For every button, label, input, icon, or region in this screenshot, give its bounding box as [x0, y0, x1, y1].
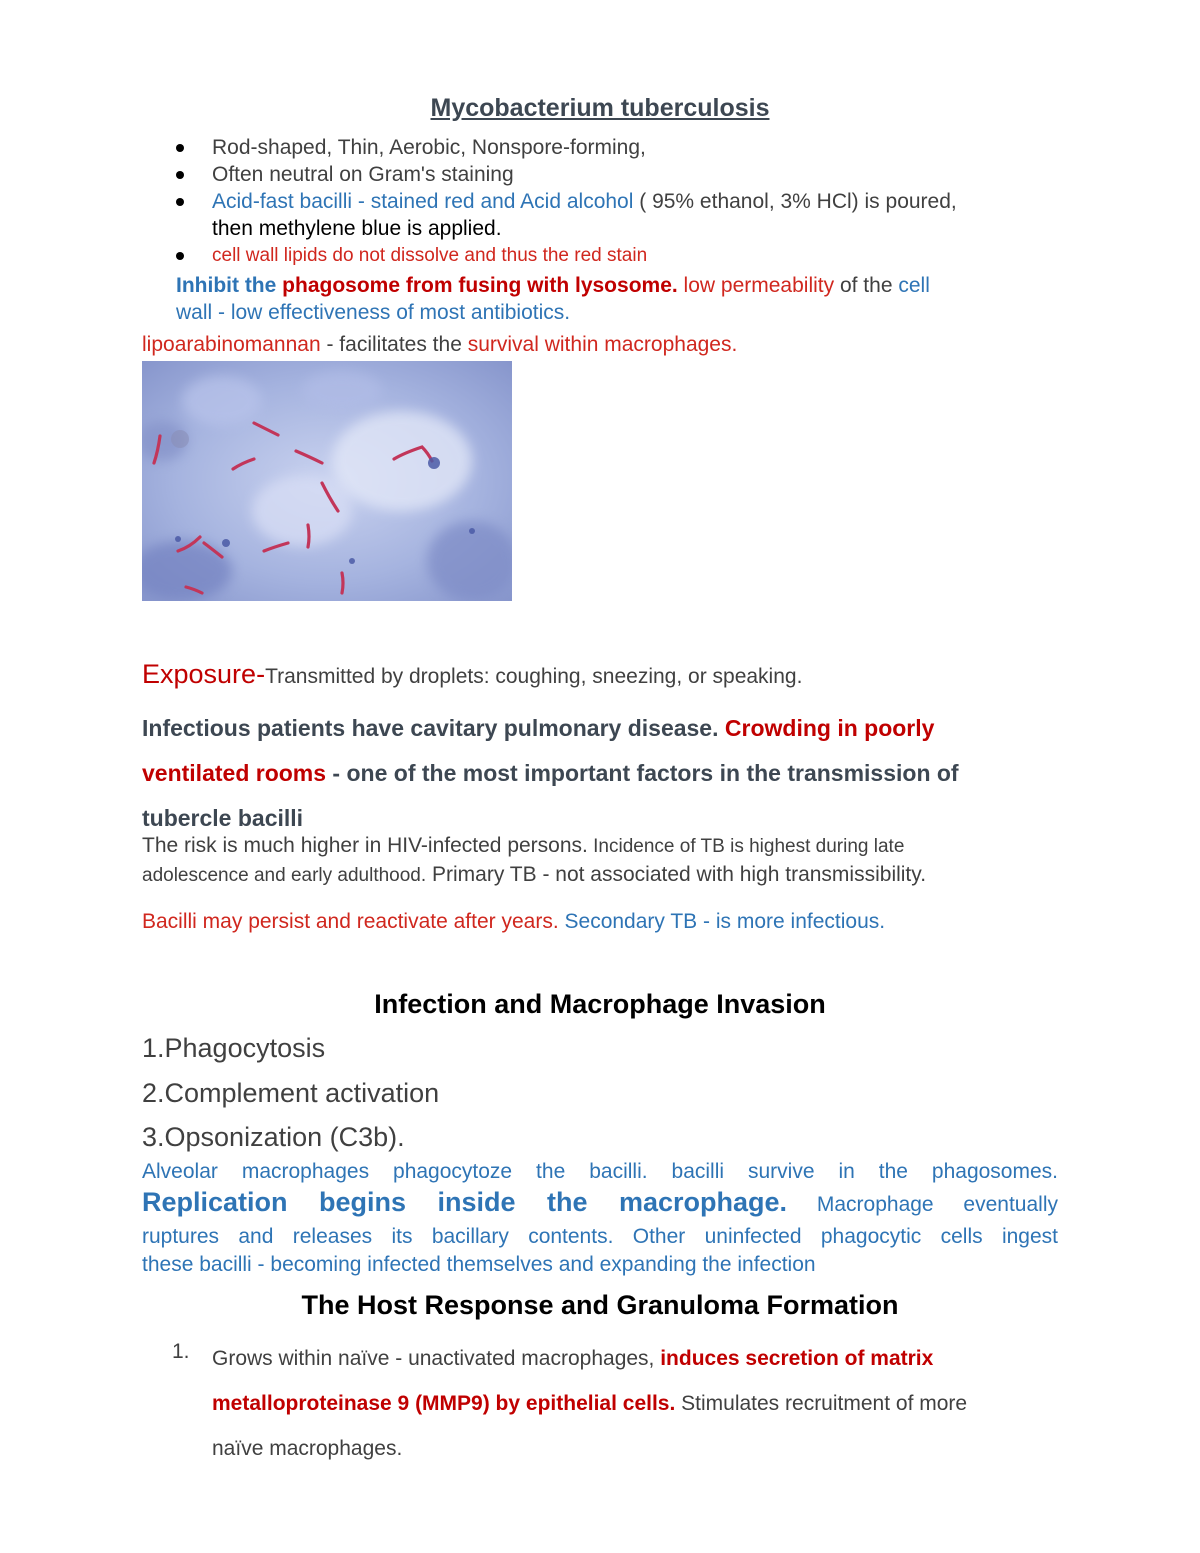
list-item: Rod-shaped, Thin, Aerobic, Nonspore-forming,	[170, 134, 1070, 161]
list-item: 3.Opsonization (C3b).	[142, 1122, 405, 1152]
list-number: 1.	[172, 1340, 190, 1363]
exposure-paragraph: Exposure-Transmitted by droplets: coughing, sneezing, or speaking.	[142, 659, 803, 689]
bacillus	[342, 573, 343, 593]
bacilli-paragraph: Bacilli may persist and reactivate after years. Secondary TB - is more infectious.	[142, 910, 886, 933]
list-item: 2.Complement activation	[142, 1078, 440, 1108]
list-item: cell wall lipids do not dissolve and thus the red stain	[170, 242, 1070, 269]
properties-list	[170, 134, 1070, 269]
section-heading-infection: Infection and Macrophage Invasion	[374, 989, 826, 1019]
list-item: Grows within naïve - unactivated macrophages, induces secretion of matrix metalloproteinase 9 (MMP9) by epithelial cells. Stimulates recruitment of more naïve macrophages.	[212, 1347, 968, 1460]
list-item: 1.Phagocytosis	[142, 1033, 326, 1063]
inhibit-paragraph: Inhibit the phagosome from fusing with lysosome. low permeability of the cell wall - low effectiveness of most antibiotics.	[176, 274, 930, 324]
risk-paragraph: The risk is much higher in HIV-infected persons. Incidence of TB is highest during late adolescence and early adulthood. Primary TB - not associated with high transmissibility.	[142, 834, 927, 886]
infectious-paragraph: Infectious patients have cavitary pulmonary disease. Crowding in poorly ventilated rooms - one of the most important factors in the transmission of tubercle bacilli	[142, 715, 959, 831]
document-title: Mycobacterium tuberculosis	[430, 94, 770, 122]
section-heading-host-response: The Host Response and Granuloma Formation	[301, 1290, 899, 1320]
acid-fast-stain-micrograph	[142, 361, 512, 601]
list-item: Often neutral on Gram's staining	[170, 161, 1070, 188]
bacillus	[308, 525, 309, 547]
invasion-paragraph: Alveolar macrophages phagocytoze the bacilli. bacilli survive in the phagosomes. Replication begins inside the macrophage. Macrophage eventually ruptures and releases its bacillary contents. Other uninfected phagocytic cells ingest these bacilli - becoming infected themselves and expanding the infection	[142, 1160, 1058, 1276]
list-item: Acid-fast bacilli - stained red and Acid alcohol ( 95% ethanol, 3% HCl) is poured, then methylene blue is applied.	[170, 188, 1070, 242]
lipo-paragraph: lipoarabinomannan - facilitates the survival within macrophages.	[142, 333, 738, 356]
